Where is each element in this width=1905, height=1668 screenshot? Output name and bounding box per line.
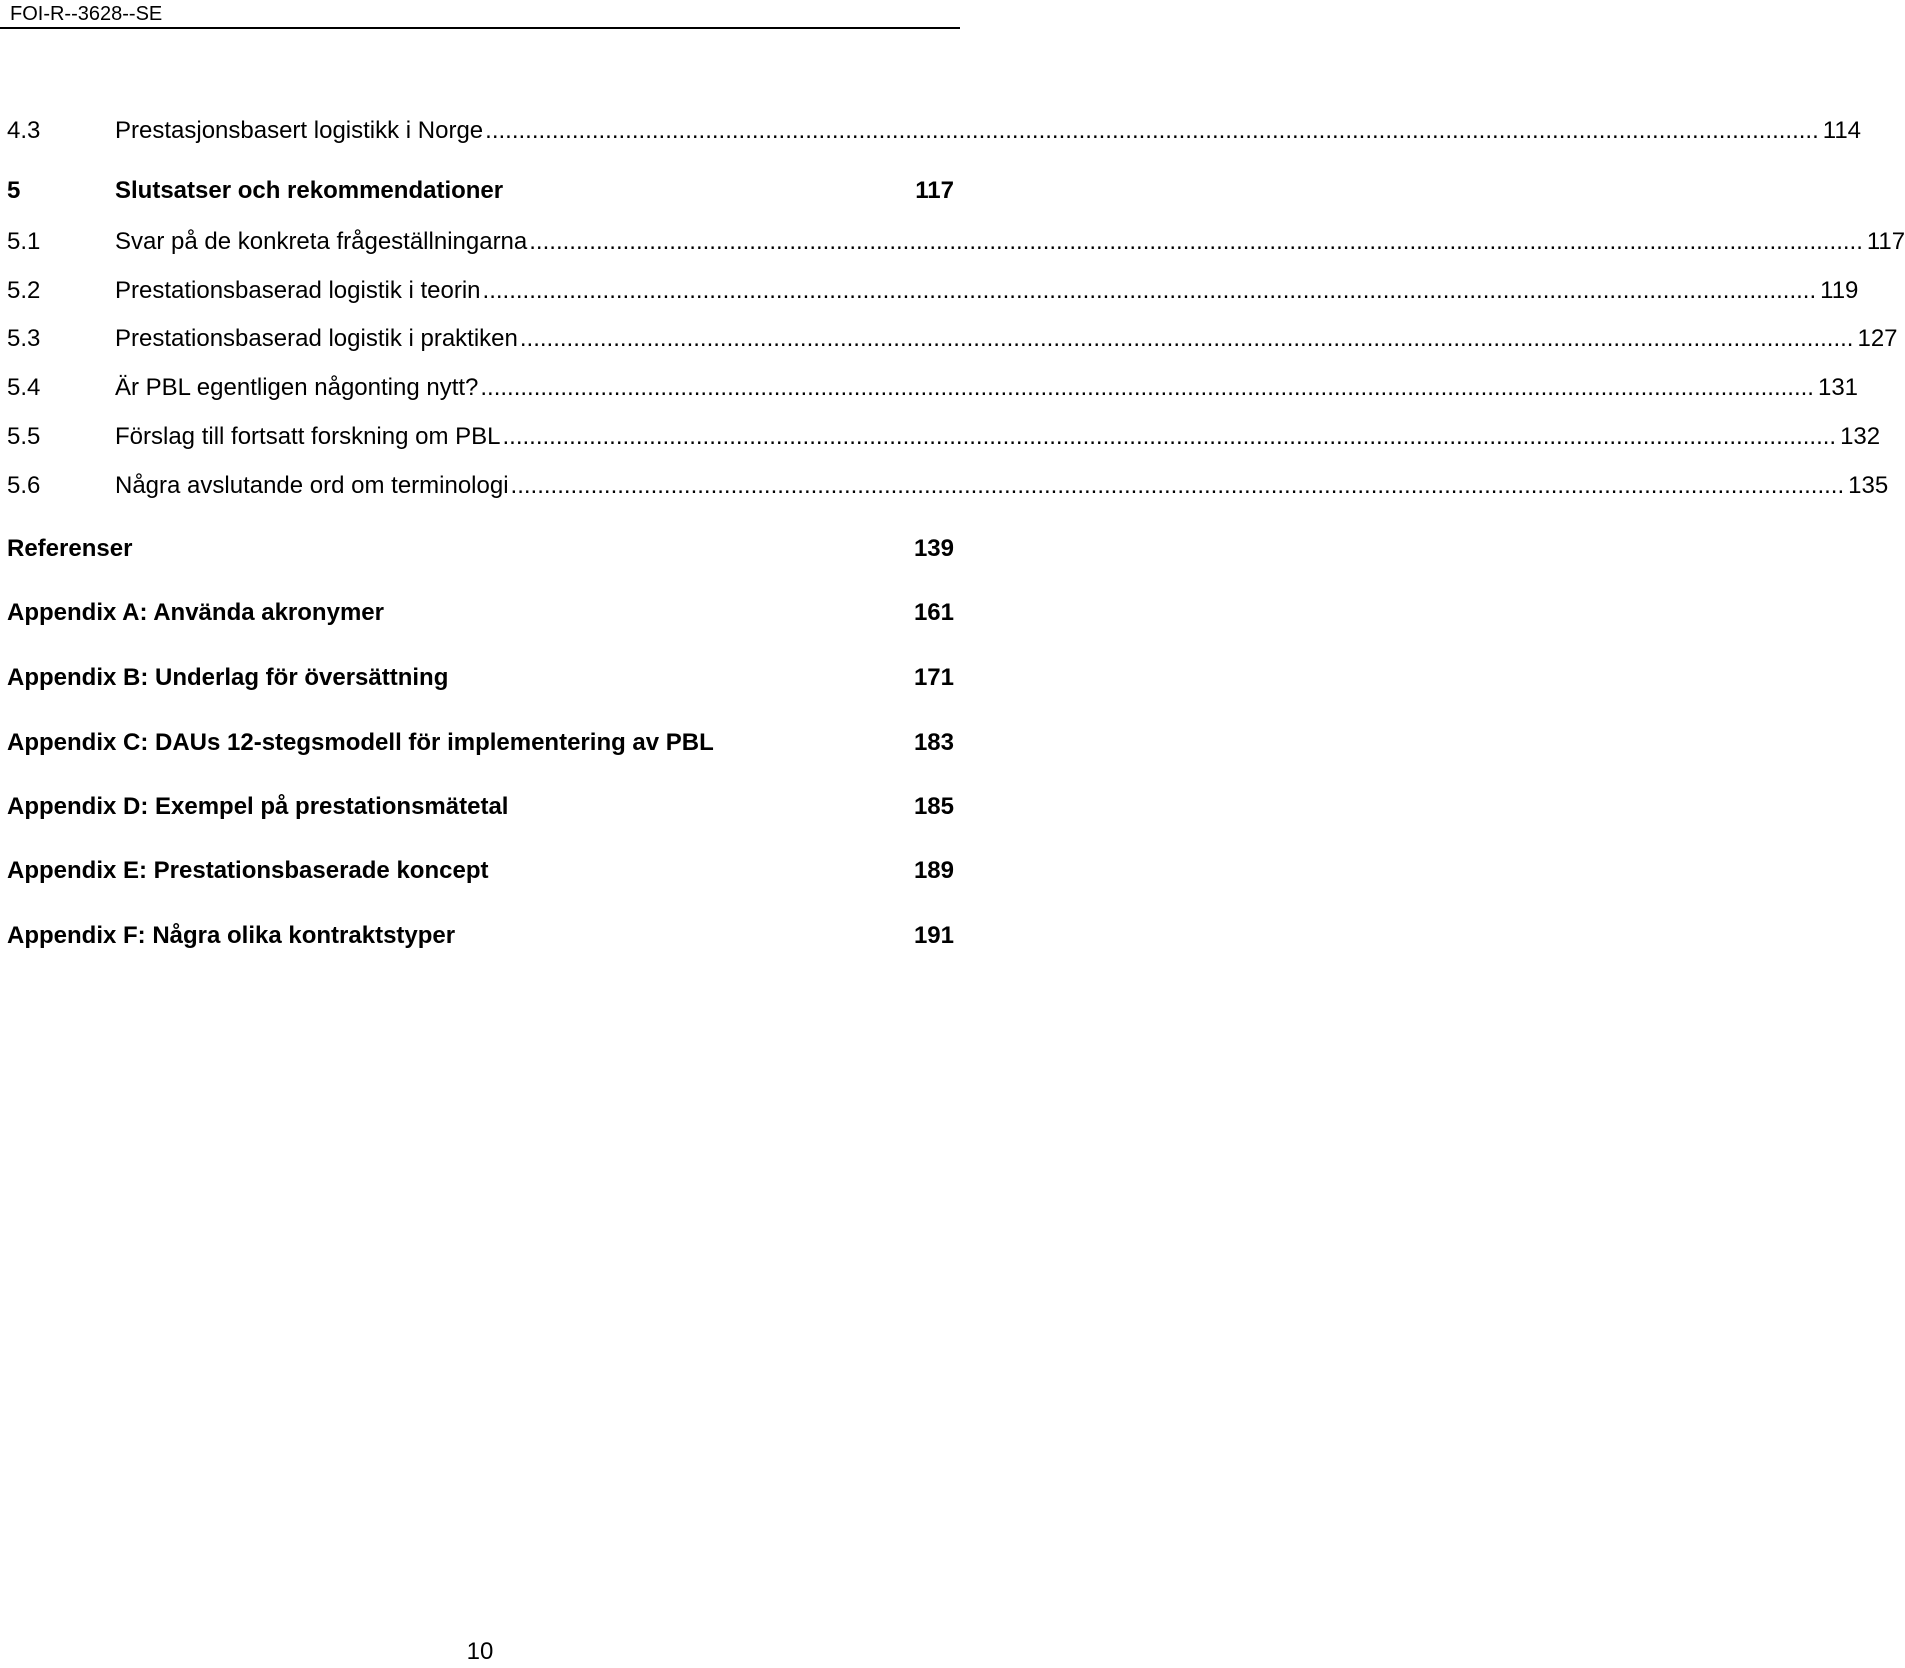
toc-entry-page: 183 [913, 729, 954, 756]
toc-entry-title: Appendix F: Några olika kontraktstyper [7, 922, 456, 949]
toc-entry[interactable] [7, 598, 954, 628]
toc-entry-page: 191 [913, 922, 954, 949]
toc-entry[interactable] [7, 176, 954, 206]
document-id: FOI-R--3628--SE [10, 3, 163, 25]
toc-entry[interactable] [7, 422, 1881, 452]
toc-entry-title: Slutsatser och rekommendationer [115, 177, 504, 204]
toc-entry-title: Appendix D: Exempel på prestationsmätetal [7, 793, 509, 820]
toc-entry-title: Förslag till fortsatt forskning om PBL [115, 423, 501, 450]
toc-entry-number: 4.3 [7, 117, 41, 144]
toc-entry-number: 5.1 [7, 228, 41, 255]
toc-entry[interactable] [7, 534, 954, 564]
toc-entry-title: Prestationsbaserad logistik i praktiken [115, 325, 518, 352]
toc-entry-page: 117 [1866, 228, 1905, 255]
toc-entry-title: Referenser [7, 535, 133, 562]
toc-entry-title: Är PBL egentligen någonting nytt? [115, 374, 479, 401]
toc-entry-number: 5.4 [7, 374, 41, 401]
toc-entry-title: Appendix C: DAUs 12-stegsmodell för implementering av PBL [7, 729, 714, 756]
toc-entry-number: 5.2 [7, 277, 41, 304]
dot-leader: ........................................................................................................................................................................................................ [502, 423, 1837, 450]
toc-entry-page: 135 [1848, 472, 1889, 499]
toc-entry-number: 5.5 [7, 423, 41, 450]
page-number: 10 [466, 1638, 494, 1665]
dot-leader: ........................................................................................................................................................................................................ [510, 472, 1845, 499]
toc-entry[interactable] [7, 856, 954, 886]
toc-entry-number: 5.3 [7, 325, 41, 352]
toc-entry-page: 131 [1817, 374, 1859, 401]
toc-entry-title: Appendix B: Underlag för översättning [7, 664, 449, 691]
dot-leader: ........................................................................................................................................................................................................ [485, 117, 1819, 144]
toc-entry-page: 185 [913, 793, 954, 820]
toc-entry-page: 114 [1822, 117, 1862, 144]
toc-entry-page: 139 [913, 535, 954, 562]
toc-entry[interactable] [7, 373, 1859, 403]
toc-entry[interactable] [7, 471, 1889, 501]
toc-entry-number: 5 [7, 177, 21, 204]
toc-entry-title: Appendix E: Prestationsbaserade koncept [7, 857, 489, 884]
toc-entry-page: 117 [915, 177, 954, 204]
toc-entry-title: Prestasjonsbasert logistikk i Norge [115, 117, 484, 144]
toc-entry[interactable] [7, 921, 954, 951]
toc-entry-page: 119 [1820, 277, 1859, 304]
toc-entry[interactable] [7, 663, 954, 693]
toc-entry-page: 189 [913, 857, 954, 884]
toc-entry-number: 5.6 [7, 472, 41, 499]
dot-leader: ........................................................................................................................................................................................................ [519, 325, 1854, 352]
toc-entry-title: Appendix A: Använda akronymer [7, 599, 384, 626]
toc-entry-page: 132 [1840, 423, 1881, 450]
toc-entry[interactable] [7, 227, 1905, 257]
toc-entry[interactable] [7, 116, 1862, 146]
toc-entry[interactable] [7, 324, 1898, 354]
toc-entry[interactable] [7, 792, 954, 822]
dot-leader: ........................................................................................................................................................................................................ [529, 228, 1863, 255]
toc-entry-title: Några avslutande ord om terminologi [115, 472, 509, 499]
header-rule [0, 27, 960, 29]
toc-entry-title: Svar på de konkreta frågeställningarna [115, 228, 528, 255]
dot-leader: ........................................................................................................................................................................................................ [480, 374, 1814, 401]
toc-entry-title: Prestationsbaserad logistik i teorin [115, 277, 481, 304]
toc-entry-page: 127 [1857, 325, 1898, 352]
toc-entry-page: 161 [913, 599, 954, 626]
toc-entry-page: 171 [913, 664, 954, 691]
dot-leader: ........................................................................................................................................................................................................ [482, 277, 1817, 304]
toc-entry[interactable] [7, 728, 954, 758]
toc-entry[interactable] [7, 276, 1859, 306]
